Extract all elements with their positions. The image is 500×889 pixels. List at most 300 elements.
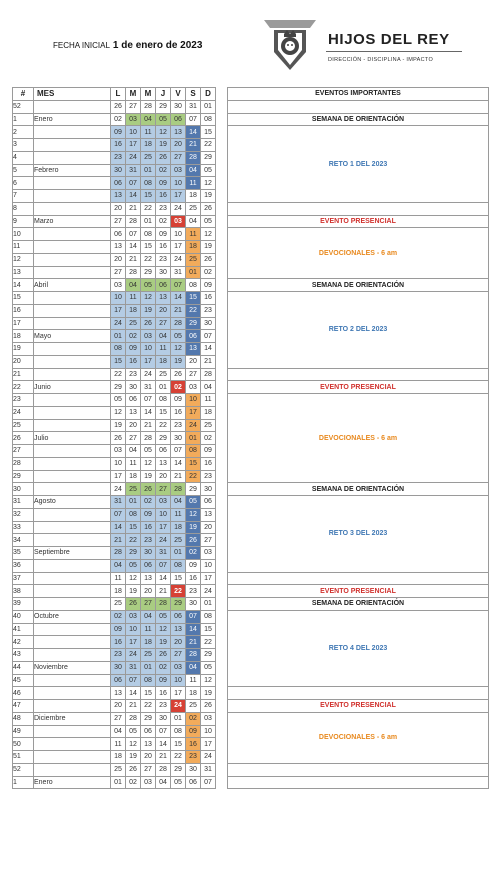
day-cell: 16 [201,292,216,305]
day-cell: 20 [201,521,216,534]
day-cell: 11 [111,572,126,585]
month-label [34,202,111,215]
day-cell: 19 [201,241,216,254]
day-cell: 13 [156,292,171,305]
day-cell: 29 [141,712,156,725]
day-cell: 13 [126,406,141,419]
spacer-cell [216,776,228,789]
week-number: 42 [13,636,34,649]
day-cell: 13 [111,687,126,700]
day-cell: 08 [141,228,156,241]
week-row [13,202,489,215]
day-cell: 03 [126,113,141,126]
day-cell: 02 [156,215,171,228]
day-cell: 24 [186,419,201,432]
spacer-cell [216,151,228,164]
day-cell: 27 [156,483,171,496]
day-cell: 17 [171,687,186,700]
event-label: RETO 3 DEL 2023 [228,496,489,573]
day-cell: 05 [141,279,156,292]
day-cell: 30 [201,483,216,496]
month-label [34,623,111,636]
day-cell: 04 [186,661,201,674]
week-number: 31 [13,496,34,509]
day-cell: 07 [126,228,141,241]
day-cell: 07 [126,674,141,687]
day-cell: 14 [111,521,126,534]
spacer-cell [216,623,228,636]
week-row [13,700,489,713]
spacer-cell [216,241,228,254]
day-cell: 22 [141,202,156,215]
day-cell: 30 [126,381,141,394]
day-cell: 31 [156,547,171,560]
week-number: 25 [13,419,34,432]
day-cell: 29 [186,483,201,496]
header [0,0,500,86]
week-number: 1 [13,776,34,789]
day-cell: 17 [126,139,141,152]
day-cell: 18 [156,355,171,368]
day-cell: 05 [186,496,201,509]
day-cell: 27 [111,712,126,725]
week-number: 46 [13,687,34,700]
day-cell: 12 [201,674,216,687]
day-cell: 20 [141,585,156,598]
day-cell: 06 [171,610,186,623]
month-label: Diciembre [34,712,111,725]
month-label: Mayo [34,330,111,343]
day-cell: 02 [126,330,141,343]
month-label [34,572,111,585]
day-cell: 16 [111,636,126,649]
day-cell: 09 [171,394,186,407]
calendar-table [12,87,489,789]
day-cell: 25 [186,202,201,215]
day-cell: 08 [111,343,126,356]
day-cell: 02 [111,610,126,623]
week-row [13,215,489,228]
day-cell: 23 [156,202,171,215]
day-cell: 12 [156,623,171,636]
day-header: M [141,88,156,101]
day-cell: 27 [141,598,156,611]
spacer-cell [216,725,228,738]
day-cell: 25 [201,419,216,432]
spacer-cell [216,343,228,356]
day-cell: 15 [111,355,126,368]
day-cell: 04 [156,776,171,789]
month-label: Enero [34,776,111,789]
month-label [34,457,111,470]
day-cell: 31 [126,164,141,177]
spacer-cell [216,534,228,547]
day-cell: 06 [111,177,126,190]
calendar-header-row [13,88,489,101]
day-cell: 30 [171,100,186,113]
day-cell: 28 [126,266,141,279]
day-cell: 28 [126,215,141,228]
day-cell: 21 [186,636,201,649]
day-header: V [171,88,186,101]
month-label [34,241,111,254]
day-cell: 04 [156,330,171,343]
day-header: J [156,88,171,101]
day-cell: 15 [201,126,216,139]
day-cell: 02 [126,776,141,789]
month-label [34,406,111,419]
day-cell: 26 [111,432,126,445]
week-row [13,100,489,113]
week-number: 45 [13,674,34,687]
day-cell: 13 [171,623,186,636]
day-cell: 10 [156,508,171,521]
day-cell: 14 [201,343,216,356]
spacer-cell [216,190,228,203]
day-cell: 03 [156,496,171,509]
day-cell: 01 [141,164,156,177]
day-cell: 07 [156,559,171,572]
brand-divider [326,51,462,52]
month-label [34,598,111,611]
day-cell: 01 [171,712,186,725]
day-cell: 06 [156,445,171,458]
day-cell: 13 [156,457,171,470]
month-label [34,470,111,483]
day-cell: 15 [141,687,156,700]
day-cell: 20 [156,470,171,483]
week-number: 43 [13,649,34,662]
day-cell: 29 [141,266,156,279]
spacer-cell [216,177,228,190]
day-cell: 21 [126,253,141,266]
month-label [34,687,111,700]
day-cell: 25 [111,598,126,611]
day-cell: 29 [186,317,201,330]
day-cell: 16 [156,687,171,700]
day-cell: 01 [141,661,156,674]
day-cell: 17 [201,572,216,585]
day-cell: 25 [111,763,126,776]
month-label: Agosto [34,496,111,509]
week-number: 10 [13,228,34,241]
month-label [34,445,111,458]
spacer-cell [216,598,228,611]
month-label [34,266,111,279]
day-cell: 14 [156,738,171,751]
day-cell: 29 [171,763,186,776]
spacer-cell [216,88,228,101]
week-number: 26 [13,432,34,445]
day-cell: 23 [141,534,156,547]
month-label [34,126,111,139]
week-row [13,712,489,725]
day-cell: 14 [171,292,186,305]
week-number-header: # [13,88,34,101]
spacer-cell [216,419,228,432]
day-cell: 11 [171,508,186,521]
day-cell: 03 [201,547,216,560]
month-label [34,394,111,407]
day-cell: 26 [126,763,141,776]
week-number: 51 [13,751,34,764]
day-cell: 18 [111,751,126,764]
day-cell: 27 [111,266,126,279]
month-label [34,100,111,113]
day-cell: 04 [141,610,156,623]
day-cell: 19 [201,190,216,203]
spacer-cell [216,483,228,496]
day-cell: 11 [111,738,126,751]
day-cell: 05 [171,776,186,789]
day-cell: 21 [186,139,201,152]
week-number: 28 [13,457,34,470]
day-cell: 14 [156,572,171,585]
day-cell: 20 [111,253,126,266]
day-cell: 17 [141,355,156,368]
day-cell: 19 [126,585,141,598]
lion-crest-icon [262,18,318,72]
week-row [13,483,489,496]
week-number: 14 [13,279,34,292]
day-cell: 13 [141,738,156,751]
event-label: EVENTO PRESENCIAL [228,700,489,713]
day-cell: 23 [201,470,216,483]
day-cell: 27 [171,649,186,662]
month-label [34,253,111,266]
brand-tagline: DIRECCIÓN - DISCIPLINA - IMPACTO [328,57,434,63]
day-cell: 07 [171,445,186,458]
day-cell: 01 [201,100,216,113]
brand-logo [262,18,465,72]
day-cell: 07 [171,279,186,292]
day-cell: 09 [126,343,141,356]
day-cell: 10 [111,292,126,305]
spacer-cell [216,470,228,483]
calendar-body [13,100,489,789]
day-cell: 21 [126,202,141,215]
day-cell: 29 [171,598,186,611]
event-cell-empty [228,776,489,789]
week-number: 33 [13,521,34,534]
spacer-cell [216,674,228,687]
spacer-cell [216,547,228,560]
events-header: EVENTOS IMPORTANTES [228,88,489,101]
day-cell: 04 [111,725,126,738]
day-cell: 06 [126,394,141,407]
week-row [13,610,489,623]
day-cell: 08 [126,508,141,521]
day-cell: 09 [156,228,171,241]
day-cell: 06 [156,279,171,292]
month-label: Octubre [34,610,111,623]
day-cell: 21 [111,534,126,547]
day-cell: 13 [141,572,156,585]
day-cell: 01 [201,598,216,611]
day-cell: 31 [201,763,216,776]
day-cell: 06 [111,674,126,687]
day-cell: 01 [111,776,126,789]
day-cell: 12 [126,738,141,751]
day-cell: 28 [186,649,201,662]
month-label [34,751,111,764]
day-cell: 19 [201,687,216,700]
event-label: DEVOCIONALES - 6 am [228,394,489,483]
day-cell: 15 [141,190,156,203]
day-cell: 26 [141,317,156,330]
day-cell: 11 [126,457,141,470]
day-cell: 01 [186,266,201,279]
day-cell: 25 [156,368,171,381]
month-label [34,228,111,241]
spacer-cell [216,355,228,368]
day-cell: 17 [126,636,141,649]
week-number: 52 [13,763,34,776]
spacer-cell [216,215,228,228]
day-cell: 05 [111,394,126,407]
week-number: 35 [13,547,34,560]
day-cell: 26 [156,151,171,164]
day-cell: 15 [156,406,171,419]
day-cell: 08 [171,559,186,572]
week-row [13,572,489,585]
day-cell: 13 [201,508,216,521]
day-cell: 21 [156,751,171,764]
day-cell: 14 [171,457,186,470]
day-cell: 11 [141,126,156,139]
week-number: 29 [13,470,34,483]
spacer-cell [216,712,228,725]
day-cell: 22 [186,470,201,483]
day-cell: 01 [156,381,171,394]
event-label: SEMANA DE ORIENTACIÓN [228,598,489,611]
week-number: 5 [13,164,34,177]
day-cell: 09 [201,279,216,292]
day-cell: 16 [186,738,201,751]
day-cell: 20 [141,751,156,764]
day-cell: 19 [141,304,156,317]
day-cell: 14 [186,623,201,636]
month-label: Junio [34,381,111,394]
week-row [13,368,489,381]
month-label [34,763,111,776]
day-cell: 12 [201,228,216,241]
day-cell: 02 [156,661,171,674]
day-cell: 08 [156,394,171,407]
day-cell: 08 [171,725,186,738]
day-cell: 20 [111,202,126,215]
week-row [13,585,489,598]
day-cell: 13 [111,190,126,203]
event-label: RETO 4 DEL 2023 [228,610,489,687]
day-cell: 29 [201,151,216,164]
day-cell: 19 [156,139,171,152]
day-cell: 06 [186,776,201,789]
day-cell: 22 [141,700,156,713]
day-header: S [186,88,201,101]
day-cell: 23 [186,751,201,764]
day-cell: 19 [111,419,126,432]
day-cell: 19 [141,470,156,483]
day-cell: 11 [186,228,201,241]
spacer-cell [216,457,228,470]
day-cell: 12 [201,177,216,190]
day-cell: 14 [186,126,201,139]
spacer-cell [216,585,228,598]
day-cell: 18 [111,585,126,598]
day-cell: 06 [201,496,216,509]
month-label [34,177,111,190]
month-label [34,521,111,534]
day-cell: 13 [171,126,186,139]
day-cell: 18 [126,304,141,317]
month-label [34,139,111,152]
day-cell: 21 [171,304,186,317]
day-cell: 18 [141,139,156,152]
day-cell: 04 [141,113,156,126]
day-cell: 11 [156,343,171,356]
day-cell: 16 [156,241,171,254]
day-cell: 10 [111,457,126,470]
day-cell: 07 [141,394,156,407]
day-cell: 05 [201,164,216,177]
day-cell: 10 [186,394,201,407]
day-cell: 19 [126,751,141,764]
day-cell: 26 [186,534,201,547]
day-cell: 05 [171,330,186,343]
day-cell: 16 [186,572,201,585]
event-label: SEMANA DE ORIENTACIÓN [228,113,489,126]
month-label: Abril [34,279,111,292]
day-cell: 03 [126,610,141,623]
day-cell: 29 [201,649,216,662]
day-cell: 23 [111,649,126,662]
spacer-cell [216,687,228,700]
month-label [34,725,111,738]
spacer-cell [216,496,228,509]
week-number: 15 [13,292,34,305]
week-row [13,776,489,789]
day-cell: 24 [171,700,186,713]
event-cell-empty [228,572,489,585]
day-header: M [126,88,141,101]
spacer-cell [216,649,228,662]
day-cell: 24 [201,751,216,764]
day-cell: 08 [186,279,201,292]
day-cell: 28 [126,712,141,725]
day-cell: 22 [201,636,216,649]
day-cell: 16 [111,139,126,152]
day-cell: 24 [126,151,141,164]
week-number: 22 [13,381,34,394]
month-header: MES [34,88,111,101]
week-row [13,763,489,776]
spacer-cell [216,559,228,572]
day-cell: 06 [141,559,156,572]
day-cell: 28 [186,151,201,164]
day-cell: 17 [171,241,186,254]
day-cell: 30 [111,164,126,177]
day-cell: 30 [201,317,216,330]
day-cell: 20 [126,419,141,432]
month-label: Marzo [34,215,111,228]
day-cell: 15 [171,572,186,585]
day-cell: 17 [111,470,126,483]
day-cell: 07 [126,177,141,190]
spacer-cell [216,751,228,764]
month-label [34,559,111,572]
week-number: 20 [13,355,34,368]
